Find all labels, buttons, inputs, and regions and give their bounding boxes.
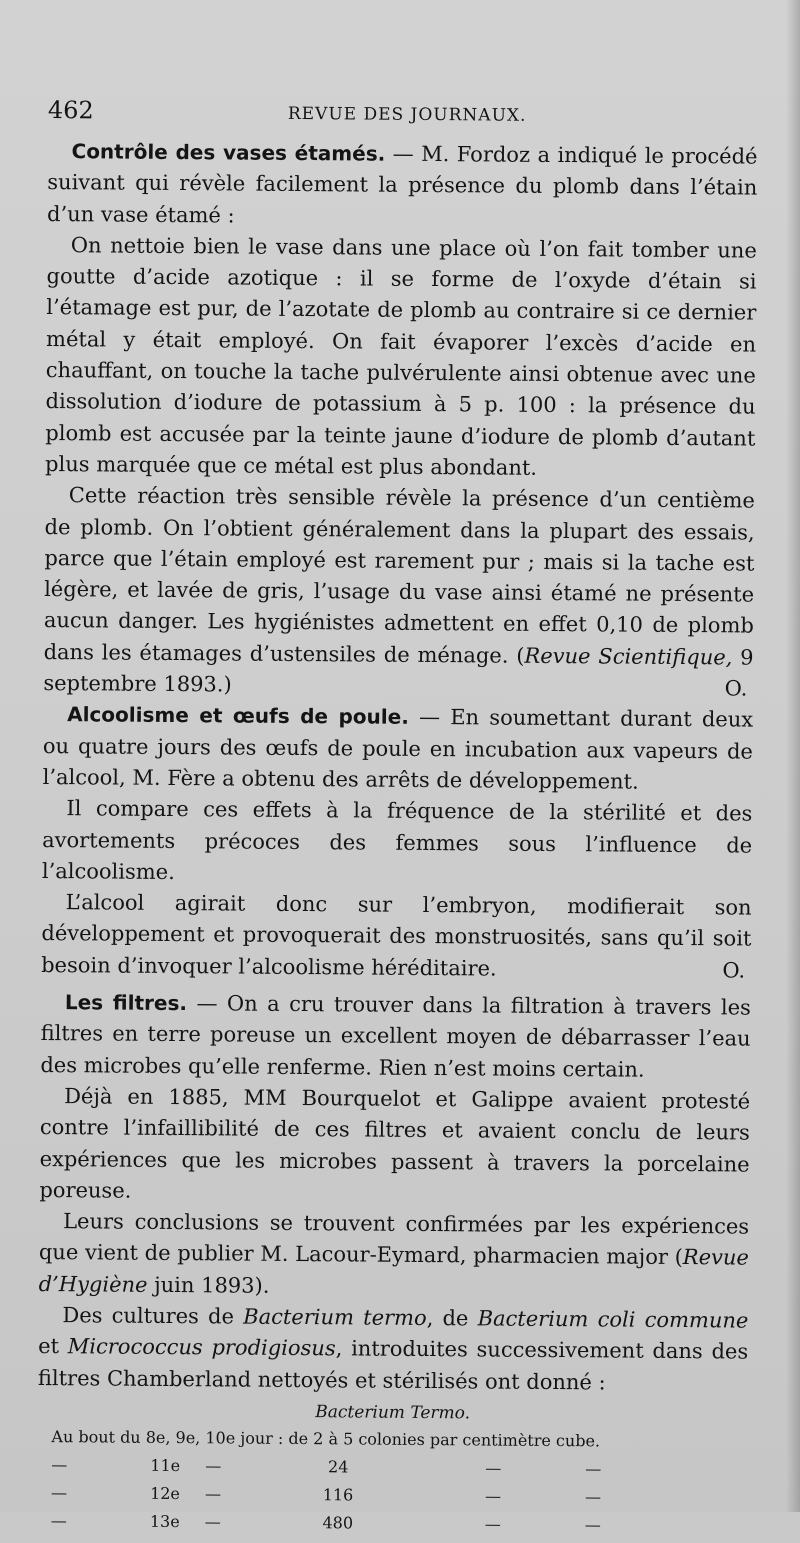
signature: O. bbox=[724, 676, 748, 701]
cell-value: 480 bbox=[322, 1513, 354, 1533]
cell-lead: — bbox=[50, 1483, 68, 1503]
source-revue-scientifique: Revue Scientifique, bbox=[524, 643, 733, 670]
section-title-filtres: Les filtres. bbox=[64, 990, 188, 1016]
cell-text: de 2 à 5 colonies par centimètre cube. bbox=[288, 1429, 601, 1451]
section-title-alcoolisme: Alcoolisme et œufs de poule. bbox=[67, 702, 409, 730]
article-controle-sensitivity bbox=[43, 480, 755, 705]
cell-dash: — bbox=[585, 1459, 602, 1479]
article-controle-intro-text: — M. Fordoz a indiqué le procédé suivant qui révèle facilement la présence du plomb dans l’étain d’un vase étamé : bbox=[46, 141, 758, 228]
source-revue-hygiene: Revue d’Hygiène bbox=[38, 1245, 749, 1297]
cell-day: 12e bbox=[150, 1484, 181, 1504]
cell-day: 8e, 9e, 10e bbox=[145, 1428, 236, 1448]
cell-tail: jour : bbox=[240, 1428, 284, 1449]
confirmation-text: Leurs conclusions se trouvent confirmées par les expériences que vient de publier M. Lacour-Eymard, pharmacien major ( bbox=[38, 1209, 750, 1270]
cell-dash: — bbox=[204, 1512, 221, 1532]
cell-day: 11e bbox=[150, 1456, 181, 1476]
table-title: Bacterium Termo. bbox=[315, 1402, 471, 1424]
species-micrococcus: Micrococcus prodigiosus bbox=[67, 1334, 336, 1361]
article-alcoolisme-intro-text: — En soumettant durant deux ou quatre jours des œufs de poule en incubation aux vapeurs de l’alcool, M. Fère a obtenu des arrêts de développement. bbox=[42, 705, 754, 794]
cell-dash: — bbox=[204, 1484, 222, 1504]
cell-dash: — bbox=[584, 1515, 601, 1535]
cell-dash: — bbox=[485, 1458, 502, 1478]
article-filtres-history: Déjà en 1885, MM Bourquelot et Galippe avaient protesté contre l’infaillibilité de ces filtres et avaient conclu de leurs expériences que les microbes passent à travers la porcelaine poreuse. bbox=[39, 1084, 751, 1203]
cultures-text-a: Des cultures de bbox=[62, 1303, 244, 1329]
running-title: REVUE DES JOURNAUX. bbox=[287, 103, 527, 126]
page-number: 462 bbox=[47, 96, 94, 125]
table-row bbox=[51, 1510, 643, 1543]
article-filtres-cultures bbox=[38, 1300, 749, 1399]
article-alcoolisme-intro bbox=[43, 699, 754, 798]
cell-value: 116 bbox=[322, 1485, 354, 1505]
species-bacterium-termo: Bacterium termo bbox=[243, 1304, 427, 1330]
cell-dash: — bbox=[484, 1514, 501, 1534]
cultures-text-c: et bbox=[38, 1334, 68, 1359]
article-alcoolisme-comparison: Il compare ces effets à la fréquence de la stérilité et des avortements précoces des femmes sous l’influence de l’alcoolisme. bbox=[41, 796, 753, 884]
cell-dash: — bbox=[205, 1456, 222, 1476]
section-title-controle: Contrôle des vases étamés. bbox=[71, 139, 386, 166]
source-date: juin 1893). bbox=[147, 1272, 270, 1298]
source-date: 9 septembre 1893.) bbox=[43, 645, 754, 697]
page-edge-shadow bbox=[786, 0, 800, 1512]
page-content bbox=[37, 96, 758, 1543]
cell-dash: — bbox=[584, 1487, 602, 1507]
cell-dash: — bbox=[484, 1486, 502, 1506]
conclusion-text: L’alcool agirait donc sur l’embryon, modifierait son développement et provoquerait des monstruosités, sans qu’il soit besoin d’invoquer l’alcoolisme héréditaire. bbox=[41, 890, 752, 981]
article-filtres-confirmation bbox=[39, 1206, 750, 1305]
colony-count-table bbox=[51, 1426, 644, 1543]
article-alcoolisme-conclusion bbox=[41, 887, 752, 986]
signature: O. bbox=[722, 958, 746, 983]
cell-lead: — bbox=[51, 1455, 68, 1475]
species-bacterium-coli: Bacterium coli commune bbox=[477, 1306, 749, 1333]
cell-lead: — bbox=[50, 1511, 67, 1531]
cultures-text-b: , de bbox=[426, 1305, 478, 1331]
cell-value: 24 bbox=[327, 1457, 349, 1477]
article-filtres-intro-text: — On a cru trouver dans la filtration à travers les filtres en terre poreuse un excellent moyen de débarrasser l’eau des microbes qu’elle renferme. Rien n’est moins certain. bbox=[40, 991, 751, 1082]
cultures-text-d: , introduites successivement dans des filtres Chamberland nettoyés et stérilisés ont donné : bbox=[37, 1336, 749, 1394]
sensitivity-text: Cette réaction très sensible révèle la présence d’un centième de plomb. On l’obtient généralement dans la plupart des essais, parce que l’étain employé est rarement pur ; mais si la tache est légère, et lavée de gris, l’usage du vase ainsi étamé ne présente aucun danger. Les hygiénistes admettent en effet 0,10 de plomb dans les étamages d’ustensiles de ménage. ( bbox=[43, 483, 755, 668]
article-controle-method: On nettoie bien le vase dans une place où l’on fait tomber une goutte d’acide azotique : il se forme de l’oxyde d’étain si l’étamage est pur, de l’azotate de plomb au contraire si ce dernier métal y était employé. On fait évaporer l’excès d’acide en chauffant, on touche la tache pulvérulente ainsi obtenue avec une dissolution d’iodure de potassium à 5 p. 100 : la présence du plomb est accusée par la teinte jaune d’iodure de plomb d’autant plus marquée que ce métal est plus abondant. bbox=[45, 233, 757, 480]
cell-lead: Au bout du bbox=[51, 1427, 141, 1448]
article-controle-intro bbox=[47, 136, 758, 235]
running-head bbox=[48, 96, 758, 142]
article-filtres-intro bbox=[40, 987, 751, 1086]
cell-day: 13e bbox=[149, 1512, 180, 1532]
